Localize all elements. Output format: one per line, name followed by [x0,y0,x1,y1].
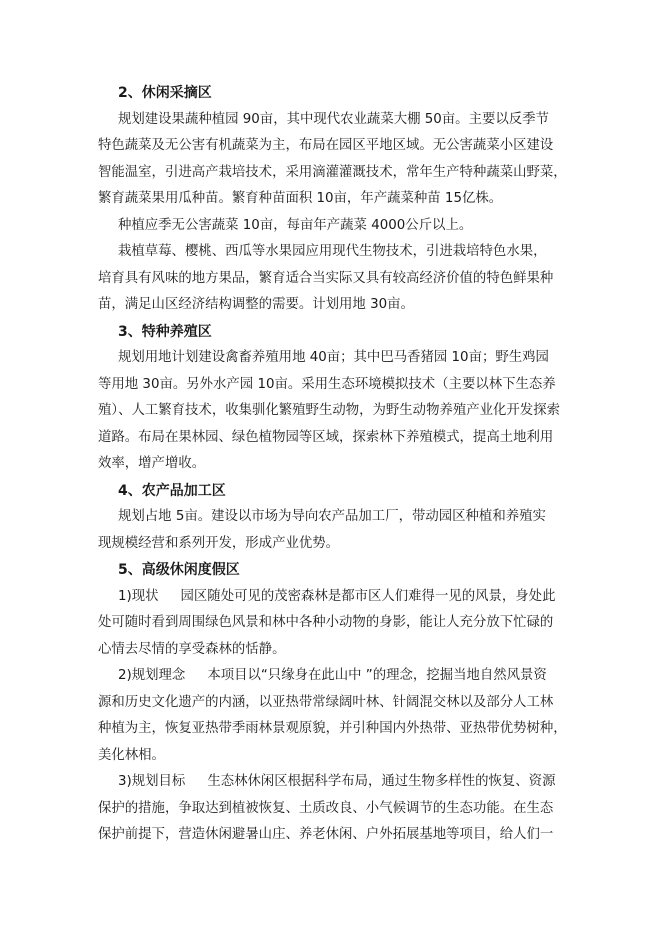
text-line: 苗，满足山区经济结构调整的需要。计划用地 30亩。 [98,297,414,312]
text-line: 保护的措施，争取达到植被恢复、土质改良、小气候调节的生态功能。在生态 [98,800,554,816]
subsection-text: 本项目以“只缘身在此山中 ”的理念，挖掘当地自然风景资 [207,668,547,683]
subsection-label: 1)现状 [118,588,159,604]
text-line: 心情去尽情的享受森林的恬静。 [98,641,286,657]
subsection-text: 园区随处可见的茂密森林是都市区人们难得一见的风景，身处此 [180,588,556,604]
subsection-planning-concept [98,663,567,769]
text-line: 现规模经营和系列开发，形成产业优势。 [98,535,340,551]
text-line: 培育具有风味的地方果品，繁育适合当实际又具有较高经济价值的特色鲜果种 [98,270,554,286]
text-line: 殖）、人工繁育技术，收集驯化繁殖野生动物，为野生动物养殖产业化开发探索 [98,403,560,418]
text-line [118,584,566,611]
text-line: 美化林相。 [98,747,165,763]
paragraph [98,239,566,319]
text-line [118,663,566,690]
subsection-label: 2)规划理念 [118,668,186,683]
text-line: 智能温室，引进高产栽培技术，采用滴灌灌溉技术，常年生产特种蔬菜山野菜， [98,164,567,180]
text-line: 繁育蔬菜果用瓜种苗。繁育种苗面积 10亩，年产蔬菜种苗 15亿株。 [98,191,503,206]
text-line: 处可随时看到周围绿色风景和林中各种小动物的身影，能让人充分放下忙碌的 [98,615,554,630]
section-heading-5: 5、高级休闲度假区 [118,562,240,578]
text-line: 特色蔬菜及无公害有机蔬菜为主，布局在园区平地区域。无公害蔬菜小区建设 [98,138,554,153]
paragraph [98,504,566,557]
paragraph [98,345,566,478]
text-line: 源和历史文化遗产的内涵，以亚热带常绿阔叶林、针阔混交林以及部分人工林 [98,694,554,710]
text-line: 种植应季无公害蔬菜 10亩，每亩年产蔬菜 4000公斤以上。 [118,217,473,233]
text-line: 道路。布局在果林园、绿色植物园等区域，探索林下养殖模式，提高土地利用 [98,429,554,445]
text-line: 种植为主，恢复亚热带季雨林景观原貌，并引种国内外热带、亚热带优势树种， [98,721,567,736]
text-line: 规划用地计划建设禽畜养殖用地 40亩；其中巴马香猪园 10亩；野生鸡园 [118,350,549,365]
subsection-planning-goal [98,769,566,849]
subsection-text: 生态林休闲区根据科学布局，通过生物多样性的恢复、资源 [207,774,556,789]
section-heading-4: 4、农产品加工区 [118,482,226,499]
subsection-current-status [98,584,566,664]
text-line: 栽植草莓、樱桃、西瓜等水果园应用现代生物技术，引进栽培特色水果， [118,244,547,259]
subsection-label: 3)规划目标 [118,774,186,789]
paragraph [118,213,566,240]
section-heading-3: 3、特种养殖区 [118,323,212,340]
text-line: 等用地 30亩。另外水产园 10亩。采用生态环境模拟技术（主要以林下生态养 [98,376,556,392]
text-line [118,769,566,796]
text-line: 规划占地 5亩。建设以市场为导向农产品加工厂，带动园区种植和养殖实 [118,509,546,524]
paragraph [98,107,567,213]
text-line: 效率，增产增收。 [98,456,206,471]
text-line: 保护前提下，营造休闲避暑山庄、养老休闲、户外拓展基地等项目，给人们一 [98,827,554,842]
section-heading-2: 2、休闲采摘区 [118,85,212,101]
text-line: 规划建设果蔬种植园 90亩，其中现代农业蔬菜大棚 50亩。主要以反季节 [118,111,549,127]
